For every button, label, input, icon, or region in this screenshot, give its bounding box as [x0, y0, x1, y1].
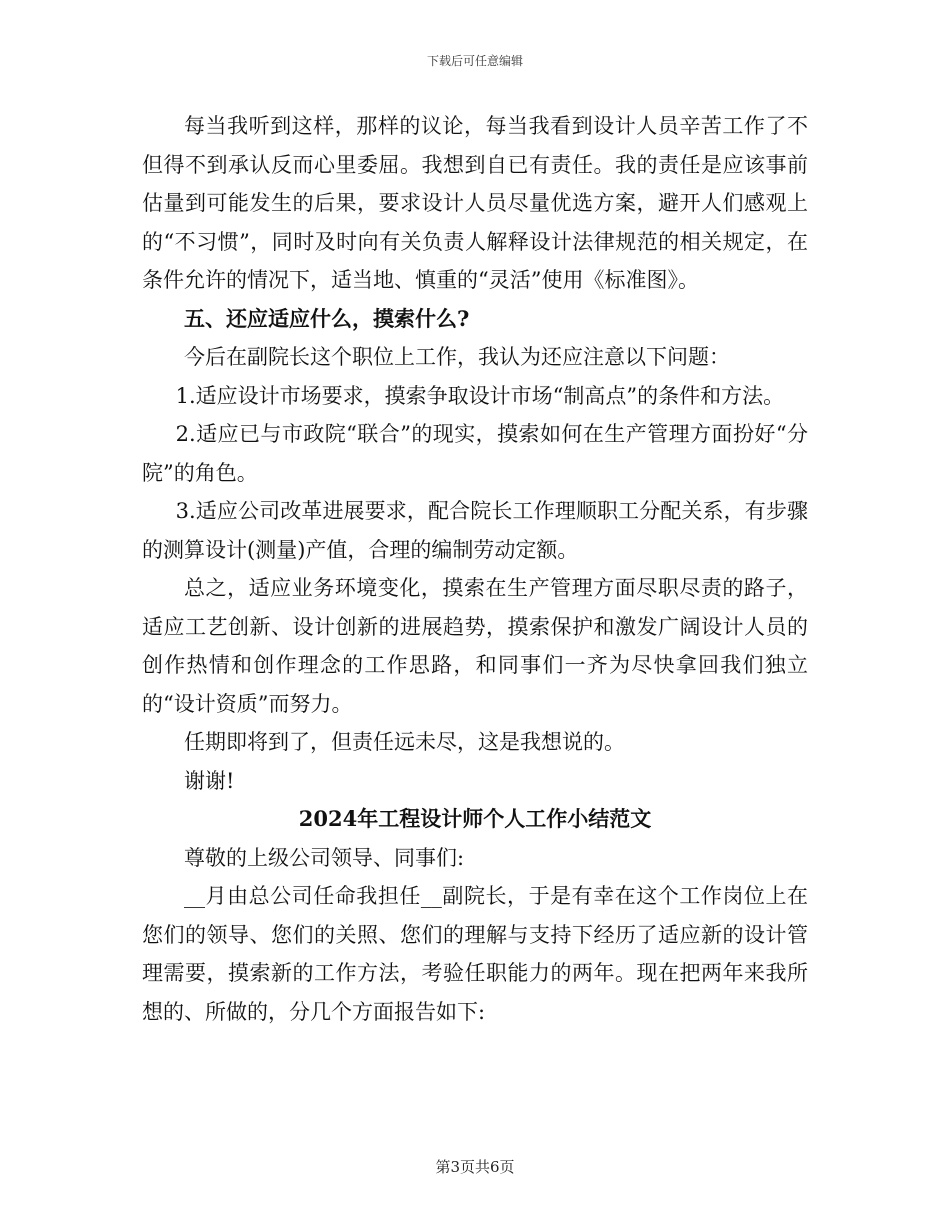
list-item-2: 2.适应已与市政院“联合”的现实，摸索如何在生产管理方面扮好“分院”的角色。 [142, 422, 808, 485]
list-item-1: 1.适应设计市场要求，摸索争取设计市场“制高点”的条件和方法。 [175, 383, 785, 408]
paragraph-appointment: __月由总公司任命我担任__副院长，于是有幸在这个工作岗位上在您们的领导、您们的关照、您们的理解与支持下经历了适应新的设计管理需要，摸索新的工作方法，考验任职能力的两年。现在把两年来我所想的、所做的，分几个方面报告如下: [142, 884, 808, 1024]
document-title: 2024年工程设计师个人工作小结范文 [298, 806, 652, 831]
paragraph-salutation: 尊敬的上级公司领导、同事们: [184, 845, 465, 870]
page-header: 下载后可任意编辑 [426, 54, 523, 68]
page-footer: 第3页共6页 [435, 1158, 515, 1176]
paragraph-thanks: 谢谢! [184, 768, 235, 793]
paragraph-responsibility: 每当我听到这样，那样的议论，每当我看到设计人员辛苦工作了不但得不到承认反而心里委屈。我想到自已有责任。我的责任是应该事前估量到可能发生的后果，要求设计人员尽量优选方案，避开人们感观上的“不习惯”，同时及时向有关负责人解释设计法律规范的相关规定，在条件允许的情况下，适当地、慎重的“灵活”使用《标准图》。 [142, 114, 808, 292]
paragraph-summary: 总之，适应业务环境变化，摸索在生产管理方面尽职尽责的路子，适应工艺创新、设计创新的进展趋势，摸索保护和激发广阔设计人员的创作热情和创作理念的工作思路，和同事们一齐为尽快拿回我们独立的“设计资质”而努力。 [142, 576, 808, 716]
document-body [142, 107, 808, 1031]
section-heading-five: 五、还应适应什么，摸索什么? [184, 305, 470, 331]
paragraph-intro-issues: 今后在副院长这个职位上工作，我认为还应注意以下问题： [184, 345, 730, 369]
list-item-3: 3.适应公司改革进展要求，配合院长工作理顺职工分配关系，有步骤的测算设计(测量)产值，合理的编制劳动定额。 [142, 499, 808, 562]
paragraph-term-ending: 任期即将到了，但责任远未尽，这是我想说的。 [184, 730, 625, 754]
